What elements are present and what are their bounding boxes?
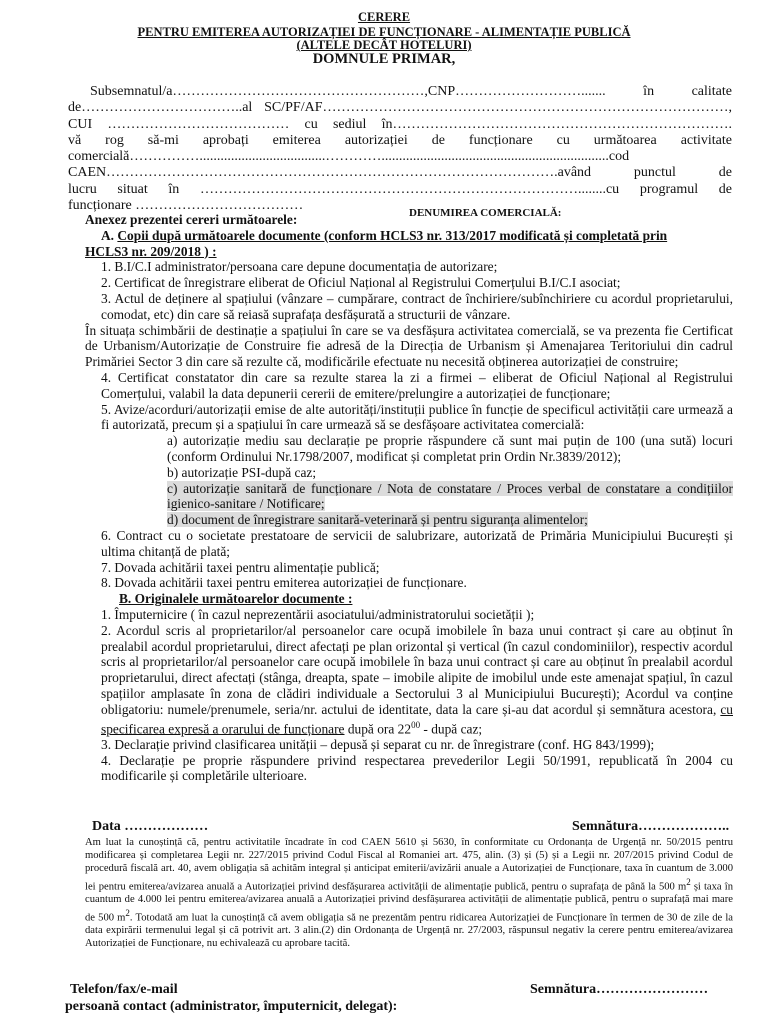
form-line-caen: CAEN…………………………………………………………………………………….având punctul de — [68, 165, 732, 181]
section-a-title-text: Copii după următoarele documente (conform HCLS3 nr. 313/2017 modificată și completată prin — [117, 227, 668, 243]
superscript: 00 — [411, 719, 421, 730]
notice-part: . Totodată am luat la cunoștință că avem obligația să ne prezentăm pentru ridicarea Autorizației de Funcționare în termen de 30 de zile de la data expirării termenului legal și că potrivit art. 3 alin.(2) din Ordonanța de Urgență nr. 27/2003, răspunsul negativ la cerere pentru emiterea/avizarea Autorizației de Funcționare, nu echivalează cu aprobare tacită. — [85, 912, 733, 950]
section-a-prefix: A. — [101, 227, 115, 243]
highlighted-text: d) document de înregistrare sanitară-veterinară și pentru siguranța alimentelor; — [167, 512, 588, 528]
salutation: DOMNULE PRIMAR, — [312, 51, 456, 67]
commercial-name-label: DENUMIREA COMERCIALĂ: — [409, 207, 562, 219]
doc-subtitle-note: (ALTELE DECÂT HOTELURI) — [296, 38, 472, 52]
notice-part: și taxa în cuantum de 4.000 lei pentru emiterea/avizarea anuală a Autorizației privind desfășurarea activității de alimentație publică, pentru o suprafață mai mare de 500 m — [85, 881, 733, 924]
section-a-title — [85, 228, 733, 260]
list-item: 7. Dovada achitării taxei pentru alimentație publică; — [101, 559, 380, 575]
list-item: 4. Certificat constatator din care sa rezulte starea la zi a firmei – eliberat de Oficiul Național al Registrului Comerțului, valabil la data depunerii cererii de emitere/prelungire a autorizației de funcționare; — [101, 369, 733, 401]
sub-item — [85, 481, 733, 513]
list-item: 1. Împuternicire ( în cazul neprezentării asociatului/administratorului societății ); — [101, 606, 535, 622]
list-item: 4. Declarație pe proprie răspundere privind respectarea prevederilor Legii 50/1991, republicată în 2004 cu modificarile și completările ulterioare. — [101, 752, 733, 784]
list-item-text: - după caz; — [420, 720, 483, 736]
list-item — [85, 623, 733, 737]
contact-person-label: persoană contact (administrator, împuternicit, delegat): — [65, 999, 398, 1014]
form-line-request: vă rog să-mi aprobați emiterea autorizației de funcționare cu următoarea activitate — [68, 132, 732, 148]
underlined-text: cu specificarea expresă a orarului de funcționare — [101, 701, 733, 736]
legal-notice — [85, 836, 733, 951]
form-line-activity: comercială……………....................................………….................................................................cod — [68, 149, 630, 165]
signature-label-2: Semnătura…………………… — [530, 982, 709, 997]
notice-text — [85, 836, 733, 951]
date-label: Data ……………… — [92, 819, 209, 834]
form-line-program: funcționare ……………………………… — [68, 198, 304, 214]
contact-row — [70, 982, 738, 998]
list-item: 3. Actul de deținere al spațiului (vânzare – cumpărare, contract de închiriere/subînchiriere cu acordul proprietarului, comodat, etc) din care să reiasă suprafața desfășurată a structurii de vânzare. — [101, 290, 733, 322]
form-line-name: Subsemnatul/a………………………………………………,CNP………………………....... în calitate — [90, 84, 732, 99]
highlighted-text: c) autorizație sanitară de funcționare / Nota de constatare / Proces verbal de constatare a condițiilor igienico-sanitare / Notificare; — [167, 480, 733, 512]
phone-label: Telefon/fax/e-mail — [70, 982, 178, 997]
list-item-text: 2. Acordul scris al proprietarilor/al persoanelor care ocupă imobilele în baza unui contract și care au obținut în prealabil acordul proprietarului, direct afectați pe plan orizontal și vertical (în cazul condominiilor), respectiv acordul scris al proprietarilor/al persoanelor care ocupă imobilele în baza unui contract și care au obținut în prealabil acordul proprietarului, direct afectați (stânga, dreapta, spate – imobile alipite de imobilul unde este amenajat spațiul, în cazul spațiilor amplasate în zona de clădiri individuale a Sectorului 3 al Municipiului București); Acordul va conține obligatoriu: numele/prenumele, seria/nr. actului de identitate, data la care și-au dat acordul și semnătura acestora, — [101, 622, 733, 717]
doc-title: CERERE — [357, 10, 411, 24]
list-item-text: după ora 22 — [344, 720, 412, 736]
form-line-cui: CUI ………………………………… cu sediul în………………………………………………………………. — [68, 116, 732, 132]
list-item: 6. Contract cu o societate prestatoare de servicii de salubrizare, autorizată de Primăria Municipiului București și ultima chitanță de plată; — [101, 527, 733, 559]
sub-item — [85, 512, 733, 528]
annex-heading: Anexez prezentei cereri următoarele: — [85, 212, 298, 227]
list-item: 5. Avize/acorduri/autorizații emise de alte autorități/instituții publice în funcție de specificul activității care urmează a fi autorizată, precum și a spațiului în care urmează să se desfășoare activitatea comercială: — [101, 401, 733, 433]
sub-item: b) autorizație PSI-după caz; — [167, 464, 317, 480]
list-item: 3. Declarație privind clasificarea unității – depusă și separat cu nr. de înregistrare (conf. HG 843/1999); — [101, 736, 655, 752]
notice-part: Am luat la cunoștință că, pentru activitatile încadrate în cod CAEN 5610 și 5630, în conformitate cu Ordonanța de Urgență nr. 50/2015 pentru modificarea și completarea Legii nr. 227/2015 privind Codul Fiscal al Romaniei art. 475, alin. (3) și (5) și a Legii nr. 207/2015 privind Codul de procedură fiscală art. 40, avem obligația să achităm integral și anticipat emiterii/avizării anuale a Autorizației de Funcționare, taxa în cuantum de 3.000 lei pentru emiterea/avizarea anuală a Autorizației privind desfășurarea activității de alimentație publică, pentru o suprafața de până la 500 m — [85, 837, 733, 893]
superscript: 2 — [125, 907, 130, 918]
superscript: 2 — [686, 876, 691, 887]
list-item-note: În situața schimbării de destinație a spațiului în care se va desfășura activitatea comercială, se va prezenta fie Certificat de Urbanism/Autorizație de Construire fie adresă de la Direcția de Urbanism și Amenajarea Teritoriului din cadrul Primăriei Sector 3 din care să rezulte că, modificările efectuate nu necesită obținerea autorizației de construire; — [85, 322, 733, 370]
section-b-title — [85, 591, 733, 607]
section-b-title-text: B. Originalele următoarelor documente : — [119, 591, 353, 607]
signature-label: Semnătura……………….. — [572, 819, 730, 834]
form-fields — [68, 84, 732, 214]
section-a-title-text-2: HCLS3 nr. 209/2018 ) : — [85, 243, 217, 259]
list-item: 2. Certificat de înregistrare eliberat de Oficiul Național al Registrului Comerțului B.I/C.I asociat; — [101, 275, 621, 291]
sub-item: a) autorizație mediu sau declarație pe proprie răspundere că sunt mai puțin de 100 (una sută) locuri (conform Ordinului Nr.1798/2007, modificat și completat prin Ordin Nr.3839/2012); — [167, 433, 733, 464]
list-item: 1. B.I/C.I administrator/persoana care depune documentația de autorizare; — [101, 259, 498, 275]
form-line-quality: de……………………………..al SC/PF/AF……………………………………………………………………………, — [68, 100, 732, 116]
annex-list — [85, 212, 733, 784]
form-line-location: lucru situat în ………………………………………………………………………........cu programul de — [68, 181, 732, 197]
list-item: 8. Dovada achitării taxei pentru emiterea autorizației de funcționare. — [101, 575, 467, 591]
date-signature-row — [92, 819, 732, 835]
doc-subtitle: PENTRU EMITEREA AUTORIZAȚIEI DE FUNCȚIONARE - ALIMENTAȚIE PUBLICĂ — [137, 25, 631, 39]
